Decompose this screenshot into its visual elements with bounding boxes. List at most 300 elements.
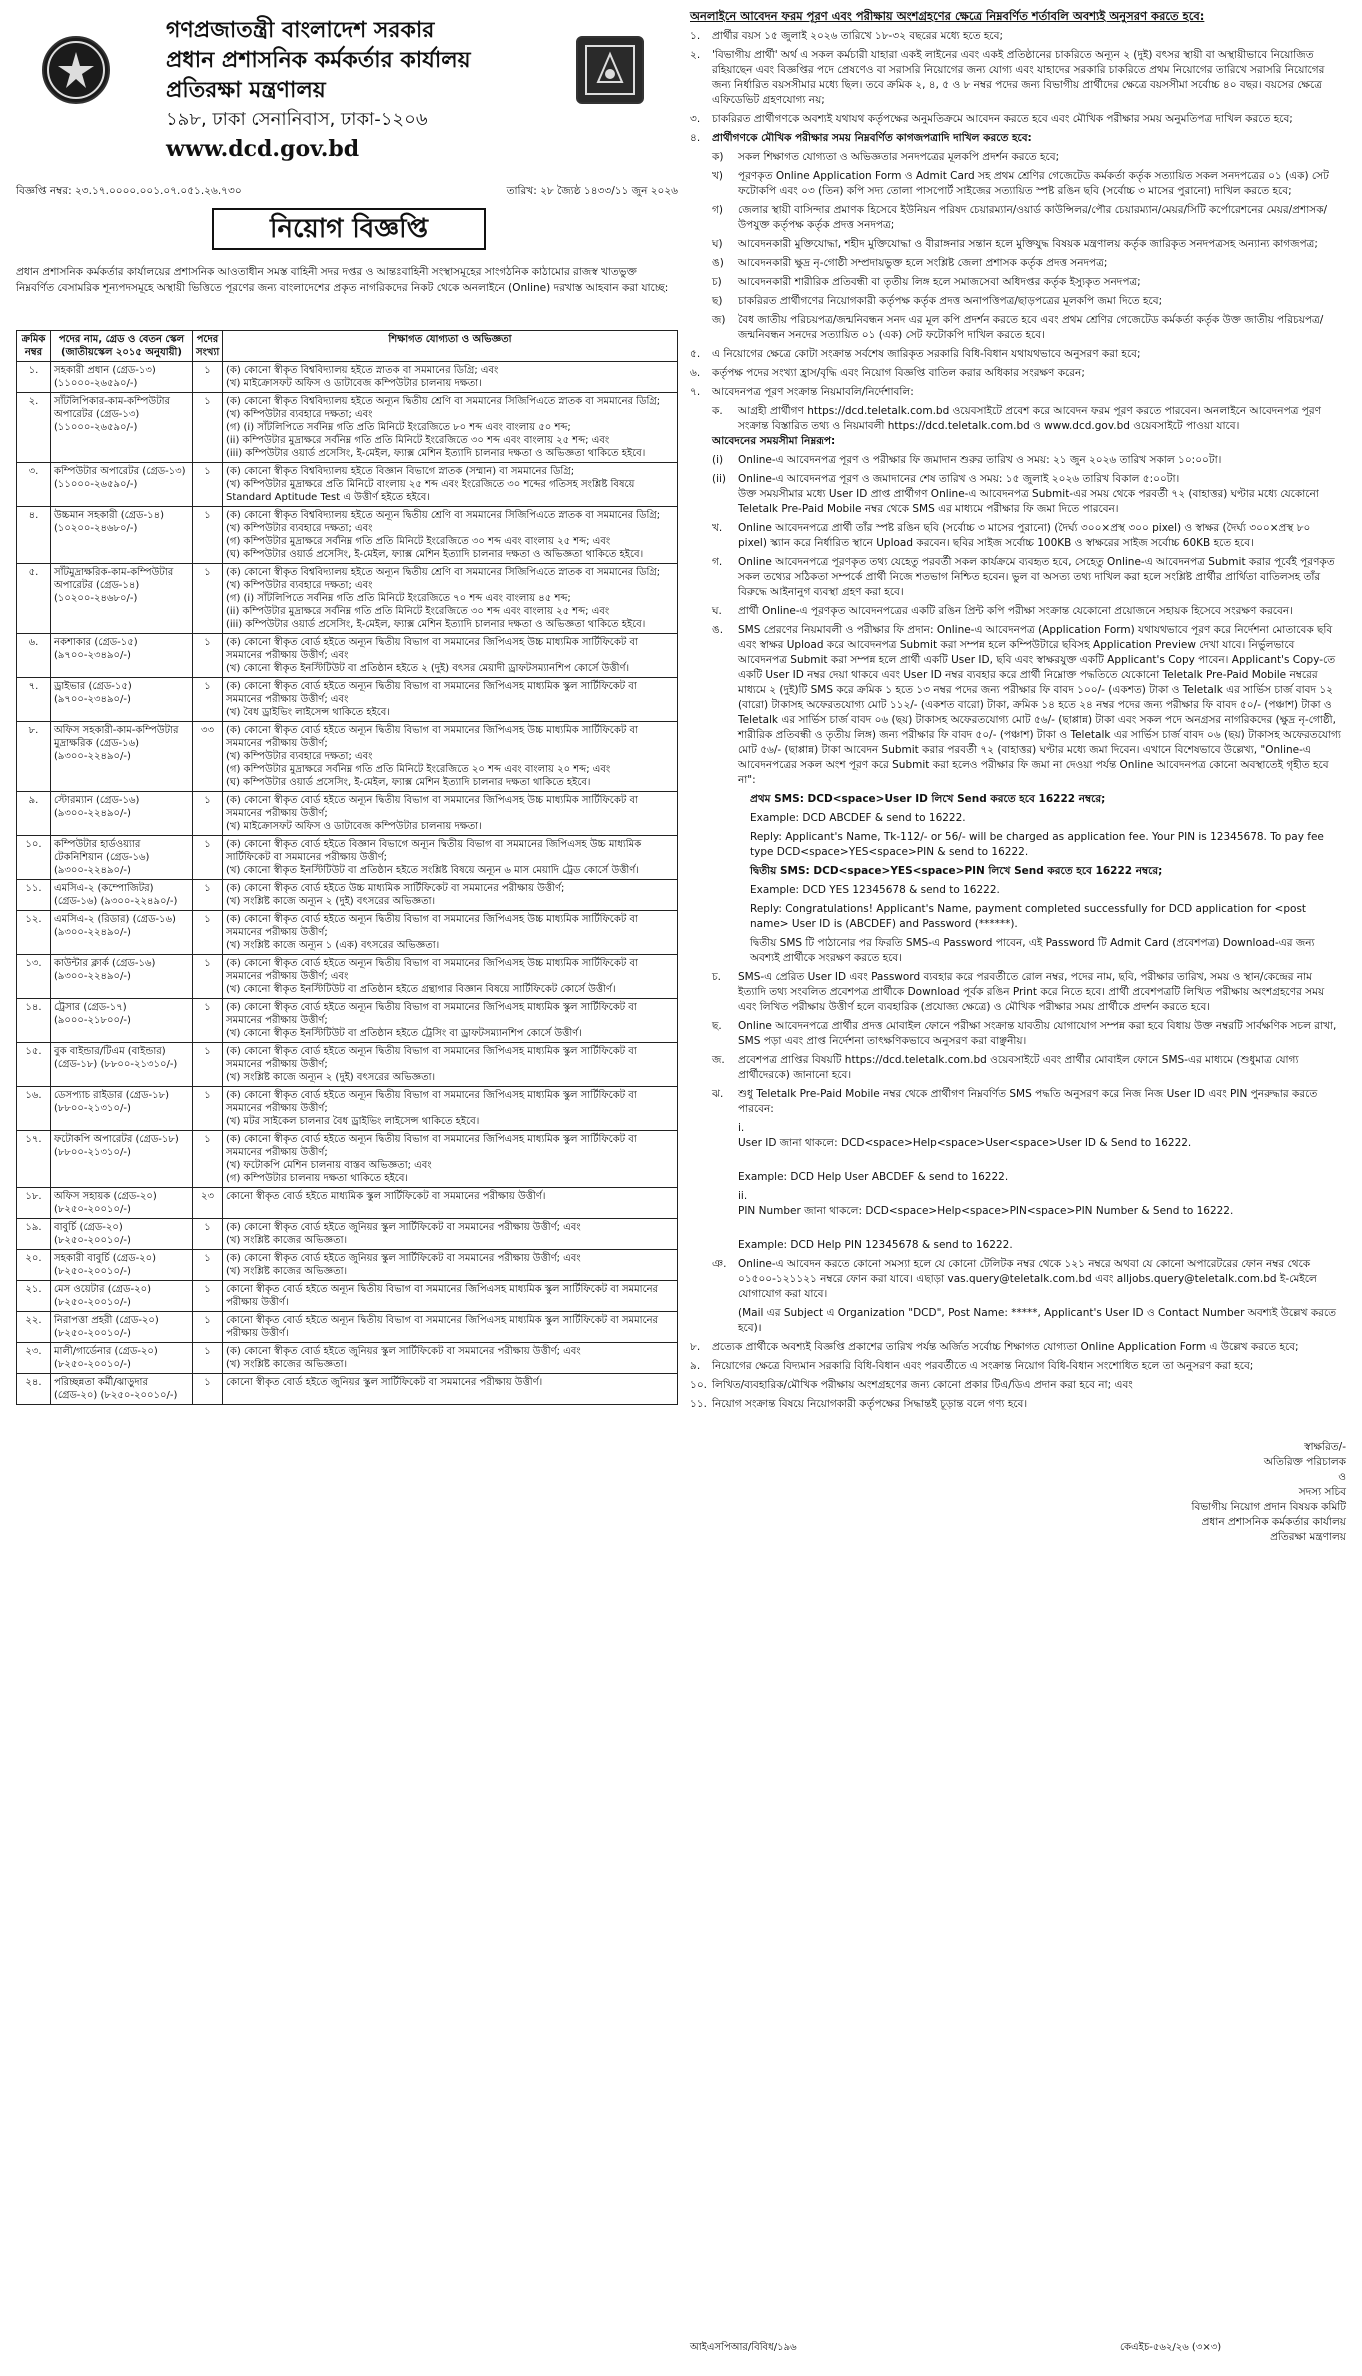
qualification-line: (খ) কম্পিউটার ব্যবহারে দক্ষতা; এবং	[226, 409, 373, 420]
qualification-line: (খ) মটর সাইকেল চালনার বৈধ ড্রাইভিং লাইসেন্স থাকিতে হইবে।	[226, 1116, 480, 1127]
document-item	[712, 275, 1346, 290]
qualification-line: কোনো স্বীকৃত বোর্ড হইতে অন্যূন দ্বিতীয় বিভাগ বা সমমানের জিপিএসহ মাধ্যমিক স্কুল সার্টিফিকেট বা সমমানের পরীক্ষায় উত্তীর্ণ।	[226, 1284, 659, 1308]
qualification-line: কোনো স্বীকৃত বোর্ড হইতে মাধ্যমিক স্কুল সার্টিফিকেট বা সমমানের পরীক্ষায় উত্তীর্ণ।	[226, 1191, 546, 1202]
step-item	[712, 1019, 1346, 1049]
row-qualification	[223, 678, 678, 722]
table-row	[17, 1250, 678, 1281]
condition-text: আবেদনপত্র পূরণ সংক্রান্ত নিয়মাবলি/নির্দেশাবলি:	[712, 386, 914, 398]
row-qualification	[223, 362, 678, 393]
table-row	[17, 1188, 678, 1219]
office-name: প্রধান প্রশাসনিক কর্মকর্তার কার্যালয়	[166, 48, 471, 73]
conditions-list	[690, 29, 1346, 146]
sms-line: Reply: Congratulations! Applicant's Name, payment completed successfully for DCD application for <post name> User ID is (ABCDEF) and Password (******).	[750, 903, 1307, 930]
qualification-line: (ক) কোনো স্বীকৃত বোর্ড হইতে অন্যূন দ্বিতীয় বিভাগ বা সমমানের জিপিএসহ উচ্চ মাধ্যমিক সার্টিফিকেট বা সমমানের পরীক্ষায় উত্তীর্ণ;	[226, 914, 638, 938]
condition-text: নিয়োগ সংক্রান্ত বিষয়ে নিয়োগকারী কর্তৃপক্ষের সিদ্ধান্তই চূড়ান্ত বলে গণ্য হবে।	[712, 1398, 1028, 1410]
table-header-row	[17, 331, 678, 362]
qualification-line: (খ) মাইক্রোসফট অফিস ও ডাটাবেজ কম্পিউটার চালনায় দক্ষতা।	[226, 821, 482, 832]
row-qualification	[223, 955, 678, 999]
table-row	[17, 564, 678, 634]
step-number: চ.	[712, 971, 722, 983]
schedule-number: (ii)	[712, 473, 727, 485]
row-count: ১	[193, 792, 223, 836]
table-row	[17, 792, 678, 836]
step-number: ঘ.	[712, 605, 722, 617]
row-serial: ২.	[17, 393, 51, 463]
schedule-item	[712, 453, 1346, 468]
qualification-line: (খ) সংশ্লিষ্ট কাজের অভিজ্ঞতা।	[226, 1359, 348, 1370]
table-row	[17, 362, 678, 393]
qualification-line: (গ) কম্পিউটার মুদ্রাক্ষরে সর্বনিম্ন গতি প্রতি মিনিটে ইংরেজিতে ৩০ শব্দ এবং বাংলায় ২৫ শব্দ; এবং	[226, 536, 611, 547]
step-text: আগ্রহী প্রার্থীগণ https://dcd.teletalk.com.bd ওয়েবসাইটে প্রবেশ করে আবেদন ফরম পূরণ করতে পারবেন। অনলাইনে আবেদনপত্র পূরণ সংক্রান্ত বিস্তারিত তথ্য ও নিয়মাবলী https://dcd.teletalk.com.bd ও www.dcd.gov.bd ওয়েবসাইটে পাওয়া যাবে।	[738, 405, 1322, 432]
condition-number: ৯.	[690, 1360, 701, 1372]
qualification-line: (গ) (i) সাঁটলিপিতে সর্বনিম্ন গতি প্রতি মিনিটে ইংরেজিতে ৭০ শব্দ এবং বাংলায় ৪৫ শব্দ;	[226, 593, 571, 604]
signatory-role-4: প্রধান প্রশাসনিক কর্মকর্তার কার্যালয়	[1201, 1516, 1346, 1528]
recovery-text: Example: DCD Help PIN 12345678 & send to 16222.	[738, 1239, 1013, 1251]
row-post: এমসিএ-২ (কম্পোজিটর) (গ্রেড-১৬) (৯৩০০-২২৪৯০/-)	[51, 880, 193, 911]
table-row	[17, 1219, 678, 1250]
signatory-role-5: প্রতিরক্ষা মন্ত্রণালয়	[1270, 1531, 1346, 1543]
row-count: ১	[193, 1043, 223, 1087]
step-number: ঝ.	[712, 1088, 724, 1100]
row-serial: ৯.	[17, 792, 51, 836]
sms-line: দ্বিতীয় SMS টি পাঠানোর পর ফিরতি SMS-এ Password পাবেন, এই Password টি Admit Card (প্রবেশপত্র) Download-এর জন্য অবশ্যই প্রার্থীকে সংরক্ষণ করতে হবে।	[750, 937, 1315, 964]
row-post: ট্রেসার (গ্রেড-১৭) (৯০০০-২১৮০০/-)	[51, 999, 193, 1043]
signatory-role-1: অতিরিক্ত পরিচালক	[1263, 1456, 1346, 1468]
schedule-list	[712, 453, 1346, 487]
condition-number: ৫.	[690, 348, 701, 360]
row-post: কম্পিউটার হার্ডওয়্যার টেকনিশিয়ান (গ্রেড-১৬) (৯৩০০-২২৪৯০/-)	[51, 836, 193, 880]
row-serial: ২২.	[17, 1312, 51, 1343]
header-post: পদের নাম, গ্রেড ও বেতন স্কেল (জাতীয়স্কেল ২০১৫ অনুযায়ী)	[51, 331, 193, 362]
table-row	[17, 1374, 678, 1405]
recovery-number: i.	[738, 1122, 745, 1134]
qualification-line: (খ) কোনো স্বীকৃত ইনস্টিটিউট বা প্রতিষ্ঠান হইতে সংশ্লিষ্ট বিষয়ে অন্যূন ৬ মাস মেয়াদি ট্রেড কোর্সে উত্তীর্ণ।	[226, 865, 639, 876]
row-count: ১	[193, 955, 223, 999]
header-count: পদের সংখ্যা	[193, 331, 223, 362]
table-row	[17, 722, 678, 792]
row-serial: ১১.	[17, 880, 51, 911]
recovery-text: User ID জানা থাকলে: DCD<space>Help<space>User<space>User ID & Send to 16222.	[738, 1137, 1192, 1149]
document-text: আবেদনকারী মুক্তিযোদ্ধা, শহীদ মুক্তিযোদ্ধা ও বীরাঙ্গনার সন্তান হলে মুক্তিযুদ্ধ বিষয়ক মন্ত্রণালয় কর্তৃক জারিকৃত সনদপত্রসহ অন্যান্য কাগজপত্র;	[738, 238, 1318, 250]
row-qualification	[223, 1188, 678, 1219]
step-text: SMS প্রেরণের নিয়মাবলী ও পরীক্ষার ফি প্রদান: Online-এ আবেদনপত্র (Application Form) যথাযথভাবে পূরণ করে নির্দেশনা মোতাবেক ছবি এবং স্বাক্ষর Upload করে আবেদনপত্র Submit করা সম্পন্ন হলে কম্পিউটারে ছবিসহ Application Preview দেখা যাবে। নির্ভুলভাবে আবেদনপত্র Submit করা সম্পন্ন হলে প্রার্থী একটি User ID, ছবি এবং স্বাক্ষরযুক্ত একটি Applicant's Copy পাবেন। Applicant's Copy-তে একটি User ID নম্বর দেয়া থাকবে এবং User ID নম্বর ব্যবহার করে প্রার্থী নিম্নোক্ত পদ্ধতিতে যেকোনো Teletalk Pre-Paid Mobile নম্বরের মাধ্যমে ২ (দুই)টি SMS করে ক্রমিক ১ হতে ১৩ নম্বর পদের জন্য পরীক্ষার ফি বাবদ ১০০/- (একশত) টাকা ও Teletalk এর সার্ভিস চার্জ বাবদ ১২ (বারো) টাকাসহ অফেরতযোগ্য মোট ১১২/- (একশত বারো) টাকা, ক্রমিক ১৪ হতে ২৪ নম্বর পদের জন্য পরীক্ষার ফি বাবদ ৫০/- (পঞ্চাশ) টাকা ও Teletalk এর সার্ভিস চার্জ বাবদ ০৬ (ছয়) টাকাসহ অফেরতযোগ্য মোট ৫৬/- (ছাপ্পান্ন) টাকা এবং সকল পদে অনগ্রসর নাগরিকদের (ক্ষুদ্র নৃ-গোষ্ঠী, শারীরিক প্রতিবন্ধী ও তৃতীয় লিঙ্গ) জন্য পরীক্ষার ফি বাবদ ৫০/- (পঞ্চাশ) টাকা ও Teletalk এর সার্ভিস চার্জ বাবদ ০৬ (ছয়) টাকাসহ অফেরতযোগ্য মোট ৫৬/- (ছাপ্পান্ন) টাকা আবেদন Submit করার পরবর্তী ৭২ (বাহাত্তর) ঘণ্টার মধ্যে জমা দিবেন। এখানে বিশেষভাবে উল্লেখ্য, "Online-এ আবেদনপত্রের সকল অংশ পূরণ করে Submit করা হলেও পরীক্ষার ফি জমা না দেওয়া পর্যন্ত Online আবেদনপত্র কোনো অবস্থাতেই গৃহীত হবে না":	[738, 624, 1341, 786]
conditions-list-2	[690, 347, 1346, 400]
row-post: বাবুর্চি (গ্রেড-২০) (৮২৫০-২০০১০/-)	[51, 1219, 193, 1250]
conditions-heading: অনলাইনে আবেদন ফরম পূরণ এবং পরীক্ষায় অংশগ্রহণের ক্ষেত্রে নিম্নবর্ণিত শর্তাবলি অবশ্যই অনুসরণ করতে হবে:	[690, 9, 1205, 23]
row-count: ১	[193, 634, 223, 678]
document-item	[712, 169, 1346, 199]
documents-list	[712, 150, 1346, 343]
document-text: বৈধ জাতীয় পরিচয়পত্র/জন্মনিবন্ধন সনদ এর মূল কপি প্রদর্শন করতে হবে এবং প্রথম শ্রেণির গেজেটেড কর্মকর্তা কর্তৃক উক্ত জাতীয় পরিচয়পত্র/জন্মনিবন্ধন সনদের সত্যায়িত ০১ (এক) সেট ফটোকপি দাখিল করতে হবে।	[738, 314, 1324, 341]
row-serial: ১৭.	[17, 1131, 51, 1188]
row-post: মালী/গার্ডেনার (গ্রেড-২০) (৮২৫০-২০০১০/-)	[51, 1343, 193, 1374]
qualification-line: (ক) কোনো স্বীকৃত বোর্ড হইতে অন্যূন দ্বিতীয় বিভাগ বা সমমানের জিপিএসহ মাধ্যমিক স্কুল সার্টিফিকেট বা সমমানের পরীক্ষায় উত্তীর্ণ;	[226, 1134, 637, 1158]
row-serial: ৩.	[17, 463, 51, 507]
row-serial: ১০.	[17, 836, 51, 880]
row-post: মেস ওয়েটার (গ্রেড-২০) (৮২৫০-২০০১০/-)	[51, 1281, 193, 1312]
step-item	[712, 1257, 1346, 1302]
table-row	[17, 1131, 678, 1188]
qualification-line: (ক) কোনো স্বীকৃত বোর্ড হইতে জুনিয়র স্কুল সার্টিফিকেট বা সমমানের পরীক্ষায় উত্তীর্ণ; এবং	[226, 1253, 581, 1264]
step-text: SMS-এ প্রেরিত User ID এবং Password ব্যবহার করে পরবর্তীতে রোল নম্বর, পদের নাম, ছবি, পরীক্ষার তারিখ, সময় ও স্থান/কেন্দ্রের নাম ইত্যাদি তথ্য সংবলিত প্রবেশপত্র প্রার্থীকে Download পূর্বক রঙিন Print করে নিতে হবে। প্রার্থী প্রবেশপত্রটি লিখিত পরীক্ষায় অংশগ্রহণের সময় এবং লিখিত পরীক্ষায় উত্তীর্ণ হলে ব্যবহারিক (প্রযোজ্য ক্ষেত্রে) ও মৌখিক পরীক্ষার সময় প্রার্থীকে প্রদর্শন করতে হবে।	[738, 971, 1325, 1013]
ispr-reference: আইএসপিআর/বিবিধ/১৯৬	[690, 2342, 797, 2353]
qualification-line: (ঘ) কম্পিউটার ওয়ার্ড প্রসেসিং, ই-মেইল, ফ্যাক্স মেশিন ইত্যাদি চালনার দক্ষতা থাকিতে হইবে।	[226, 777, 591, 788]
row-serial: ২৪.	[17, 1374, 51, 1405]
row-post: ড্রাইভার (গ্রেড-১৫) (৯৭০০-২৩৪৯০/-)	[51, 678, 193, 722]
vacancy-rows	[17, 362, 678, 1405]
row-qualification	[223, 564, 678, 634]
document-item	[712, 313, 1346, 343]
qualification-line: (খ) কোনো স্বীকৃত ইনস্টিটিউট বা প্রতিষ্ঠান হইতে ২ (দুই) বৎসর মেয়াদী ড্রাফটসম্যানশিপ কোর্সে উত্তীর্ণ।	[226, 663, 630, 674]
sms-instructions	[750, 792, 1346, 966]
step-text: শুধু Teletalk Pre-Paid Mobile নম্বর থেকে প্রার্থীগণ নিম্নবর্ণিত SMS পদ্ধতি অনুসরণ করে নিজ নিজ User ID এবং PIN পুনরুদ্ধার করতে পারবেন:	[738, 1088, 1318, 1115]
row-post: পরিচ্ছন্নতা কর্মী/ঝাড়ুদার (গ্রেড-২০) (৮২৫০-২০০১০/-)	[51, 1374, 193, 1405]
signatory-role-3: বিভাগীয় নিয়োগ প্রদান বিষয়ক কমিটি	[1191, 1501, 1346, 1513]
row-serial: ২৩.	[17, 1343, 51, 1374]
row-qualification	[223, 463, 678, 507]
recovery-item	[738, 1223, 1346, 1253]
document-text: পূরণকৃত Online Application Form ও Admit Card সহ প্রথম শ্রেণির গেজেটেড কর্মকর্তা কর্তৃক সত্যায়িত সকল সনদপত্রের ০১ (এক) সেট ফটোকপি এবং ০৩ (তিন) কপি সদ্য তোলা পাসপোর্ট সাইজের সত্যায়িত স্পষ্ট রঙিন ছবি (সর্বোচ্চ ৩ মাসের পুরানো) দাখিল করতে হবে;	[738, 170, 1329, 197]
condition-number: ৬.	[690, 367, 701, 379]
row-serial: ১৯.	[17, 1219, 51, 1250]
document-item	[712, 203, 1346, 233]
row-count: ১	[193, 1219, 223, 1250]
qualification-line: (iii) কম্পিউটার ওয়ার্ড প্রসেসিং, ই-মেইল, ফ্যাক্স মেশিন ইত্যাদি চালনার দক্ষতা ও অভিজ্ঞতা থাকিতে হইবে।	[226, 619, 646, 630]
schedule-item	[712, 472, 1346, 487]
row-post: নকশাকার (গ্রেড-১৫) (৯৭০০-২৩৪৯০/-)	[51, 634, 193, 678]
qualification-line: (ক) কোনো স্বীকৃত বিশ্ববিদ্যালয় হইতে অন্যূন দ্বিতীয় শ্রেণি বা সমমানের সিজিপিএতে স্নাতক বা সমমানের ডিগ্রি;	[226, 396, 661, 407]
table-row	[17, 911, 678, 955]
recovery-item	[738, 1155, 1346, 1185]
qualification-line: (ক) কোনো স্বীকৃত বোর্ড হইতে অন্যূন দ্বিতীয় বিভাগ বা সমমানের জিপিএসহ উচ্চ মাধ্যমিক সার্টিফিকেট বা সমমানের পরীক্ষায় উত্তীর্ণ; এবং	[226, 958, 638, 982]
condition-item	[690, 48, 1346, 108]
document-number: গ)	[712, 204, 723, 216]
row-count: ১	[193, 1312, 223, 1343]
qualification-line: (ক) কোনো স্বীকৃত বোর্ড হইতে অন্যূন দ্বিতীয় বিভাগ বা সমমানের জিপিএসহ উচ্চ মাধ্যমিক সার্টিফিকেট বা সমমানের পরীক্ষায় উত্তীর্ণ;	[226, 795, 638, 819]
step-item	[712, 404, 1346, 434]
condition-text: এ নিয়োগের ক্ষেত্রে কোটা সংক্রান্ত সর্বশেষ জারিকৃত সরকারি বিধি-বিধান যথাযথভাবে অনুসরণ করা হবে;	[712, 348, 1141, 360]
row-qualification	[223, 1131, 678, 1188]
row-qualification	[223, 1250, 678, 1281]
row-serial: ৮.	[17, 722, 51, 792]
row-serial: ৪.	[17, 507, 51, 564]
condition-item	[690, 1397, 1346, 1412]
row-count: ১	[193, 1131, 223, 1188]
application-steps	[712, 404, 1346, 434]
qualification-line: (ঘ) কম্পিউটার ওয়ার্ড প্রসেসিং, ই-মেইল, ফ্যাক্স মেশিন ইত্যাদি চালনার দক্ষতা ও অভিজ্ঞতা থাকিতে হইবে।	[226, 549, 644, 560]
govt-name: গণপ্রজাতন্ত্রী বাংলাদেশ সরকার	[166, 18, 435, 43]
qualification-line: (খ) সংশ্লিষ্ট কাজের অভিজ্ঞতা।	[226, 1266, 348, 1277]
print-code: কেএইচ-৫৬২/২৬ (৩×৩)	[1120, 2342, 1222, 2353]
condition-number: ৭.	[690, 386, 701, 398]
qualification-line: (ক) কোনো স্বীকৃত বোর্ড হইতে অন্যূন দ্বিতীয় বিভাগ বা সমমানের জিপিএসহ মাধ্যমিক স্কুল সার্টিফিকেট বা সমমানের পরীক্ষায় উত্তীর্ণ;	[226, 1046, 637, 1070]
row-serial: ২০.	[17, 1250, 51, 1281]
document-text: আবেদনকারী শারীরিক প্রতিবন্ধী বা তৃতীয় লিঙ্গ হলে সমাজসেবা অধিদপ্তর কর্তৃক ইস্যুকৃত সনদপত্র;	[738, 276, 1141, 288]
recovery-item	[738, 1189, 1346, 1219]
row-serial: ১৪.	[17, 999, 51, 1043]
row-serial: ১২.	[17, 911, 51, 955]
row-count: ১	[193, 678, 223, 722]
qualification-line: (iii) কম্পিউটার ওয়ার্ড প্রসেসিং, ই-মেইল, ফ্যাক্স মেশিন ইত্যাদি চালনার দক্ষতা ও অভিজ্ঞতা থাকিতে হইবে।	[226, 448, 646, 459]
condition-number: ১০.	[690, 1379, 707, 1391]
table-row	[17, 999, 678, 1043]
condition-number: ৪.	[690, 132, 701, 144]
schedule-text: Online-এ আবেদনপত্র পূরণ ও পরীক্ষার ফি জমাদান শুরুর তারিখ ও সময়: ২১ জুন ২০২৬ তারিখ সকাল ১০:০০টা।	[738, 454, 1222, 466]
row-count: ১	[193, 362, 223, 393]
signature-block	[690, 1440, 1346, 1545]
recovery-text: Example: DCD Help User ABCDEF & send to 16222.	[738, 1171, 1009, 1183]
table-row	[17, 955, 678, 999]
qualification-line: (ক) কোনো স্বীকৃত বোর্ড হইতে বিজ্ঞান বিভাগে অন্যূন দ্বিতীয় বিভাগ বা সমমানের জিপিএসহ উচ্চ মাধ্যমিক সার্টিফিকেট বা সমমানের পরীক্ষায় উত্তীর্ণ;	[226, 839, 642, 863]
document-item	[712, 294, 1346, 309]
condition-number: ৩.	[690, 113, 701, 125]
condition-item	[690, 29, 1346, 44]
row-count: ১	[193, 911, 223, 955]
memo-number: বিজ্ঞপ্তি নম্বর: ২৩.১৭.০০০০.০০১.০৭.০৫১.২৬.৭৩০	[16, 185, 242, 197]
table-row	[17, 1312, 678, 1343]
row-post: সহকারী প্রধান (গ্রেড-১৩) (১১০০০-২৬৫৯০/-)	[51, 362, 193, 393]
qualification-line: (খ) কম্পিউটার মুদ্রাক্ষরে প্রতি মিনিটে বাংলায় ২৫ শব্দ এবং ইংরেজিতে ৩০ শব্দের গতিসহ সংশ্লিষ্ট বিষয়ে Standard Aptitude Test এ উত্তীর্ণ হইতে হইবে।	[226, 479, 635, 503]
qualification-line: (ক) কোনো স্বীকৃত বোর্ড হইতে অন্যূন দ্বিতীয় বিভাগ বা সমমানের জিপিএসহ উচ্চ মাধ্যমিক সার্টিফিকেট বা সমমানের পরীক্ষায় উত্তীর্ণ;	[226, 725, 638, 749]
row-post: নিরাপত্তা প্রহরী (গ্রেড-২০) (৮২৫০-২০০১০/-)	[51, 1312, 193, 1343]
qualification-line: (খ) কম্পিউটার ব্যবহারে দক্ষতা; এবং	[226, 523, 373, 534]
defence-crest-icon	[576, 36, 644, 104]
conditions-list-3	[690, 1340, 1346, 1412]
document-text: সকল শিক্ষাগত যোগ্যতা ও অভিজ্ঞতার সনদপত্রের মূলকপি প্রদর্শন করতে হবে;	[738, 151, 1060, 163]
step-number: ঙ.	[712, 624, 724, 636]
row-post: সাঁটমুদ্রাক্ষরিক-কাম-কম্পিউটার অপারেটর (গ্রেড-১৪) (১০২০০-২৪৬৮০/-)	[51, 564, 193, 634]
row-qualification	[223, 1374, 678, 1405]
row-count: ২৩	[193, 1188, 223, 1219]
memo-date: তারিখ: ২৮ জ্যৈষ্ঠ ১৪৩৩/১১ জুন ২০২৬	[506, 185, 678, 197]
row-qualification	[223, 1043, 678, 1087]
qualification-line: (খ) বৈধ ড্রাইভিং লাইসেন্স থাকিতে হইবে।	[226, 707, 390, 718]
qualification-line: (খ) মাইক্রোসফট অফিস ও ডাটাবেজ কম্পিউটার চালনায় দক্ষতা।	[226, 378, 482, 389]
row-qualification	[223, 1312, 678, 1343]
document-number: ঙ)	[712, 257, 724, 269]
header-qualification: শিক্ষাগত যোগ্যতা ও অভিজ্ঞতা	[223, 331, 678, 362]
condition-number: ৮.	[690, 1341, 701, 1353]
qualification-line: (ক) কোনো স্বীকৃত বোর্ড হইতে জুনিয়র স্কুল সার্টিফিকেট বা সমমানের পরীক্ষায় উত্তীর্ণ; এবং	[226, 1222, 581, 1233]
row-qualification	[223, 393, 678, 463]
condition-number: ১১.	[690, 1398, 707, 1410]
qualification-line: (ক) কোনো স্বীকৃত বোর্ড হইতে অন্যূন দ্বিতীয় বিভাগ বা সমমানের জিপিএসহ মাধ্যমিক স্কুল সার্টিফিকেট বা সমমানের পরীক্ষায় উত্তীর্ণ; এবং	[226, 681, 637, 705]
application-steps-4	[712, 1257, 1346, 1336]
qualification-line: (ক) কোনো স্বীকৃত বোর্ড হইতে জুনিয়র স্কুল সার্টিফিকেট বা সমমানের পরীক্ষায় উত্তীর্ণ; এবং	[226, 1346, 581, 1357]
row-post: অফিস সহায়ক (গ্রেড-২০) (৮২৫০-২০০১০/-)	[51, 1188, 193, 1219]
document-item	[712, 237, 1346, 252]
office-address: ১৯৮, ঢাকা সেনানিবাস, ঢাকা-১২০৬	[166, 109, 428, 130]
row-post: কম্পিউটার অপারেটর (গ্রেড-১৩) (১১০০০-২৬৫৯০/-)	[51, 463, 193, 507]
step-item	[712, 521, 1346, 551]
row-post: সাঁটলিপিকার-কাম-কম্পিউটার অপারেটর (গ্রেড-১৩) (১১০০০-২৬৫৯০/-)	[51, 393, 193, 463]
step-text: Online আবেদনপত্রে পূরণকৃত তথ্য যেহেতু পরবর্তী সকল কার্যক্রমে ব্যবহৃত হবে, সেহেতু Online-এ আবেদনপত্র Submit করার পূর্বেই পূরণকৃত সকল তথ্যের সঠিকতা সম্পর্কে প্রার্থী নিজে শতভাগ নিশ্চিত হবেন। ভুল বা অসত্য তথ্য দাখিল করা হলে সংশ্লিষ্ট প্রার্থীর প্রার্থিতা বাতিলসহ তাঁর বিরুদ্ধে আইনানুগ ব্যবস্থা গ্রহণ করা হবে।	[738, 556, 1335, 598]
step-text: Online আবেদনপত্রে প্রার্থী তাঁর স্পষ্ট রঙিন ছবি (সর্বোচ্চ ৩ মাসের পুরানো) (দৈর্ঘ্য ৩০০×প্রস্থ ৩০০ pixel) ও স্বাক্ষর (দৈর্ঘ্য ৩০০×প্রস্থ ৮০ pixel) স্ক্যান করে নির্ধারিত স্থানে Upload করবেন। ছবির সাইজ সর্বোচ্চ 100KB ও স্বাক্ষরের সাইজ সর্বোচ্চ 60KB হতে হবে।	[738, 522, 1311, 549]
memo-row	[16, 184, 678, 201]
condition-text: প্রত্যেক প্রার্থীকে অবশ্যই বিজ্ঞপ্তি প্রকাশের তারিখ পর্যন্ত অর্জিত সর্বোচ্চ শিক্ষাগত যোগ্যতা Online Application Form এ উল্লেখ করতে হবে;	[712, 1341, 1299, 1353]
document-number: জ)	[712, 314, 726, 326]
step-number: গ.	[712, 556, 723, 568]
document-text: জেলার স্থায়ী বাসিন্দার প্রমাণক হিসেবে ইউনিয়ন পরিষদ চেয়ারম্যান/ওয়ার্ড কাউন্সিলর/পৌর চেয়ারম্যান/মেয়র/সিটি কর্পোরেশনের মেয়র/প্রশাসক/উপযুক্ত কর্তৃপক্ষ কর্তৃক প্রদত্ত সনদপত্র;	[738, 204, 1328, 231]
intro-paragraph: প্রধান প্রশাসনিক কর্মকর্তার কার্যালয়ের প্রশাসনিক আওতাধীন সমস্ত বাহিনী সদর দপ্তর ও আন্তঃবাহিনী সংস্থাসমূহের সাংগঠনিক কাঠামোর রাজস্ব খাতভুক্ত নিম্নবর্ণিত বেসামরিক শূন্যপদসমূহে অস্থায়ী ভিত্তিতে পূরণের জন্য বাংলাদেশের প্রকৃত নাগরিকদের নিকট থেকে অনলাইনে (Online) দরখাস্ত আহবান করা যাচ্ছে:	[16, 266, 669, 294]
document-item	[712, 150, 1346, 165]
recovery-item	[738, 1121, 1346, 1151]
condition-item	[690, 1359, 1346, 1374]
sms-line: দ্বিতীয় SMS: DCD<space>YES<space>PIN লিখে Send করতে হবে 16222 নম্বরে;	[750, 865, 1163, 877]
row-serial: ১৩.	[17, 955, 51, 999]
qualification-line: (ক) কোনো স্বীকৃত বোর্ড হইতে অন্যূন দ্বিতীয় বিভাগ বা সমমানের জিপিএসহ উচ্চ মাধ্যমিক সার্টিফিকেট বা সমমানের পরীক্ষায় উত্তীর্ণ; এবং	[226, 637, 638, 661]
sms-line: Reply: Applicant's Name, Tk-112/- or 56/- will be charged as application fee. Your PIN is 12345678. To pay fee type DCD<space>YES<space>PIN & send to 16222.	[750, 831, 1324, 858]
row-qualification	[223, 1219, 678, 1250]
application-steps-3	[712, 970, 1346, 1117]
step-number: জ.	[712, 1054, 725, 1066]
table-row	[17, 1343, 678, 1374]
row-count: ১	[193, 880, 223, 911]
row-count: ১	[193, 1343, 223, 1374]
document-number: খ)	[712, 170, 723, 182]
condition-item	[690, 366, 1346, 381]
row-qualification	[223, 911, 678, 955]
qualification-line: (ক) কোনো স্বীকৃত বিশ্ববিদ্যালয় হইতে অন্যূন দ্বিতীয় শ্রেণি বা সমমানের সিজিপিএতে স্নাতক বা সমমানের ডিগ্রি;	[226, 510, 661, 521]
qualification-line: (খ) কোনো স্বীকৃত ইনস্টিটিউট বা প্রতিষ্ঠান হইতে গ্রন্থাগার বিজ্ঞান বিষয়ে সার্টিফিকেট কোর্সে উত্তীর্ণ।	[226, 984, 616, 995]
qualification-line: (খ) কোনো স্বীকৃত ইনস্টিটিউট বা প্রতিষ্ঠান হইতে ট্রেসিং বা ড্রাফটসম্যানশিপ কোর্সে উত্তীর্ণ।	[226, 1028, 582, 1039]
row-count: ১	[193, 1087, 223, 1131]
row-count: ১	[193, 1250, 223, 1281]
document-number: ঘ)	[712, 238, 723, 250]
table-row	[17, 1281, 678, 1312]
row-count: ১	[193, 1281, 223, 1312]
right-column	[690, 8, 1346, 1545]
row-count: ১	[193, 393, 223, 463]
row-serial: ৭.	[17, 678, 51, 722]
row-count: ৩৩	[193, 722, 223, 792]
row-qualification	[223, 1343, 678, 1374]
row-serial: ৬.	[17, 634, 51, 678]
row-qualification	[223, 1281, 678, 1312]
row-serial: ৫.	[17, 564, 51, 634]
schedule-heading: আবেদনের সময়সীমা নিম্নরূপ:	[712, 435, 836, 447]
row-post: স্টোরম্যান (গ্রেড-১৬) (৯৩০০-২২৪৯০/-)	[51, 792, 193, 836]
row-post: এমসিএ-২ (রিডার) (গ্রেড-১৬) (৯৩০০-২২৪৯০/-)	[51, 911, 193, 955]
qualification-line: (গ) কম্পিউটার মুদ্রাক্ষরে সর্বনিম্ন গতি প্রতি মিনিটে ইংরেজিতে ২০ শব্দ এবং বাংলায় ২০ শব্দ; এবং	[226, 764, 611, 775]
step-text: Online-এ আবেদন করতে কোনো সমস্যা হলে যে কোনো টেলিটক নম্বর থেকে ১২১ নম্বরে অথবা যে কোনো অপারেটরের ফোন নম্বর থেকে ০১৫০০-১২১১২১ নম্বরে ফোন করা যাবে। এছাড়া vas.query@teletalk.com.bd এবং alljobs.query@teletalk.com.bd ই-মেইলে যোগাযোগ করা যাবে।	[738, 1258, 1317, 1300]
step-number: ঞ.	[712, 1258, 727, 1270]
qualification-line: (ক) কোনো স্বীকৃত বোর্ড হইতে অন্যূন দ্বিতীয় বিভাগ বা সমমানের জিপিএসহ মাধ্যমিক স্কুল সার্টিফিকেট বা সমমানের পরীক্ষায় উত্তীর্ণ;	[226, 1002, 637, 1026]
application-steps-2	[712, 521, 1346, 788]
recovery-number: ii.	[738, 1190, 748, 1202]
condition-item	[690, 131, 1346, 146]
qualification-line: কোনো স্বীকৃত বোর্ড হইতে জুনিয়র স্কুল সার্টিফিকেট বা সমমানের পরীক্ষায় উত্তীর্ণ।	[226, 1377, 543, 1388]
row-count: ১	[193, 999, 223, 1043]
row-serial: ১৫.	[17, 1043, 51, 1087]
step-number: ক.	[712, 405, 723, 417]
document-number: ক)	[712, 151, 724, 163]
condition-item	[690, 112, 1346, 127]
step-text: Online আবেদনপত্রে প্রার্থীর প্রদত্ত মোবাইল ফোনে পরীক্ষা সংক্রান্ত যাবতীয় যোগাযোগ সম্পন্ন করা হবে বিধায় উক্ত নম্বরটি সার্বক্ষণিক সচল রাখা, SMS পড়া এবং প্রাপ্ত নির্দেশনা তাৎক্ষণিকভাবে অনুসরণ করা বাঞ্ছনীয়।	[738, 1020, 1337, 1047]
row-qualification	[223, 722, 678, 792]
condition-item	[690, 1340, 1346, 1355]
document-text: আবেদনকারী ক্ষুদ্র নৃ-গোষ্ঠী সম্প্রদায়ভুক্ত হলে সংশ্লিষ্ট জেলা প্রশাসক কর্তৃক প্রদত্ত সনদপত্র;	[738, 257, 1108, 269]
row-serial: ১৬.	[17, 1087, 51, 1131]
office-website: www.dcd.gov.bd	[166, 136, 360, 162]
step-item	[712, 604, 1346, 619]
row-serial: ১.	[17, 362, 51, 393]
qualification-line: (খ) সংশ্লিষ্ট কাজের অভিজ্ঞতা।	[226, 1235, 348, 1246]
table-row	[17, 634, 678, 678]
row-post: ফটোকপি অপারেটর (গ্রেড-১৮) (৮৮০০-২১৩১০/-)	[51, 1131, 193, 1188]
signatory-role-2: সদস্য সচিব	[1298, 1486, 1346, 1498]
sms-line: Example: DCD ABCDEF & send to 16222.	[750, 812, 966, 824]
qualification-line: (গ) (i) সাঁটলিপিতে সর্বনিম্ন গতি প্রতি মিনিটে ইংরেজিতে ৮০ শব্দ এবং বাংলায় ৫০ শব্দ;	[226, 422, 571, 433]
row-qualification	[223, 880, 678, 911]
qualification-line: (ক) কোনো স্বীকৃত বোর্ড হইতে অন্যূন দ্বিতীয় বিভাগ বা সমমানের জিপিএসহ মাধ্যমিক স্কুল সার্টিফিকেট বা সমমানের পরীক্ষায় উত্তীর্ণ;	[226, 1090, 637, 1114]
qualification-line: (খ) সংশ্লিষ্ট কাজে অন্যূন ১ (এক) বৎসরের অভিজ্ঞতা।	[226, 940, 440, 951]
row-count: ১	[193, 507, 223, 564]
step-item	[712, 970, 1346, 1015]
schedule-note: উক্ত সময়সীমার মধ্যে User ID প্রাপ্ত প্রার্থীগণ Online-এ আবেদনপত্র Submit-এর সময় থেকে পরবর্তী ৭২ (বাহাত্তর) ঘণ্টার মধ্যে যেকোনো Teletalk Pre-Paid Mobile নম্বর থেকে SMS এর মাধ্যমে পরীক্ষার ফি জমা দিতে পারবেন।	[738, 488, 1319, 515]
condition-text: প্রার্থীগণকে মৌখিক পরীক্ষার সময় নিম্নবর্ণিত কাগজপত্রাদি দাখিল করতে হবে:	[712, 132, 1032, 144]
condition-number: ১.	[690, 30, 701, 42]
condition-number: ২.	[690, 49, 701, 61]
qualification-line: (খ) সংশ্লিষ্ট কাজে অন্যূন ২ (দুই) বৎসরের অভিজ্ঞতা।	[226, 896, 436, 907]
row-post: কাউন্টার ক্লার্ক (গ্রেড-১৬) (৯৩০০-২২৪৯০/-)	[51, 955, 193, 999]
condition-text: 'বিভাগীয় প্রার্থী' অর্থ এ সকল কর্মচারী যাহারা একই লাইনের এবং একই প্রতিষ্ঠানের চাকরিতে অন্যূন ২ (দুই) বৎসর স্থায়ী বা অস্থায়ীভাবে নিয়োজিত রহিয়াছেন এবং বিজ্ঞপ্তির পদে প্রেষণেও বা সরাসরি নিয়োগের জন্য যোগ্য এবং যাহাদের সরকারি চাকরিতে প্রথম নিয়োগের তারিখে সরাসরি নিয়োগের জন্য নির্ধারিত বয়সসীমার মধ্যে ছিল। তবে ক্রমিক ২, ৪, ৫ ও ৮ নম্বর পদের জন্য বিভাগীয় প্রার্থীদের ক্ষেত্রে বয়সসীমা সর্বোচ্চ ৪০ বছর। বয়সের ক্ষেত্রে এফিডেভিট গ্রহণযোগ্য নয়;	[712, 49, 1325, 106]
signature-text: স্বাক্ষরিত/-	[1304, 1441, 1346, 1453]
table-row	[17, 393, 678, 463]
condition-text: চাকরিরত প্রার্থীগণকে অবশ্যই যথাযথ কর্তৃপক্ষের অনুমতিক্রমে আবেদন করতে হবে এবং মৌখিক পরীক্ষার সময় অনুমতিপত্র দাখিল করতে হবে;	[712, 113, 1293, 125]
row-qualification	[223, 836, 678, 880]
qualification-line: (ক) কোনো স্বীকৃত বোর্ড হইতে উচ্চ মাধ্যমিক সার্টিফিকেট বা সমমানের পরীক্ষায় উত্তীর্ণ;	[226, 883, 565, 894]
condition-item	[690, 1378, 1346, 1393]
row-count: ১	[193, 836, 223, 880]
row-count: ১	[193, 564, 223, 634]
header-serial: ক্রমিক নম্বর	[17, 331, 51, 362]
table-row	[17, 507, 678, 564]
row-post: সহকারী বাবুর্চি (গ্রেড-২০) (৮২৫০-২০০১০/-)	[51, 1250, 193, 1281]
condition-item	[690, 385, 1346, 400]
condition-text: নিয়োগের ক্ষেত্রে বিদ্যমান সরকারি বিধি-বিধান এবং পরবর্তীতে এ সংক্রান্ত নিয়োগ বিধি-বিধান সংশোধিত হলে তা অনুসরণ করা হবে;	[712, 1360, 1254, 1372]
qualification-line: (ii) কম্পিউটার মুদ্রাক্ষরে সর্বনিম্ন গতি প্রতি মিনিটে ইংরেজিতে ৩০ শব্দ এবং বাংলায় ২৫ শব্দ; এবং	[226, 435, 610, 446]
document-number: ছ)	[712, 295, 723, 307]
step-item	[712, 1306, 1346, 1336]
recovery-text: PIN Number জানা থাকলে: DCD<space>Help<space>PIN<space>PIN Number & Send to 16222.	[738, 1205, 1234, 1217]
qualification-line: (খ) কম্পিউটার ব্যবহারে দক্ষতা; এবং	[226, 751, 373, 762]
step-item	[712, 555, 1346, 600]
qualification-line: (গ) কম্পিউটার চালনায় দক্ষতা থাকিতে হইবে।	[226, 1173, 408, 1184]
step-text: প্রার্থী Online-এ পূরণকৃত আবেদনপত্রের একটি রঙিন প্রিন্ট কপি পরীক্ষা সংক্রান্ত যেকোনো প্রয়োজনে সহায়ক হিসেবে সংরক্ষণ করবেন।	[738, 605, 1293, 617]
row-post: বুক বাইন্ডার/টিএম (বাইন্ডার) (গ্রেড-১৮) (৮৮০০-২১৩১০/-)	[51, 1043, 193, 1087]
sms-line: প্রথম SMS: DCD<space>User ID লিখে Send করতে হবে 16222 নম্বরে;	[750, 793, 1106, 805]
row-serial: ২১.	[17, 1281, 51, 1312]
table-row	[17, 463, 678, 507]
row-qualification	[223, 1087, 678, 1131]
letterhead	[16, 8, 678, 208]
step-number: ছ.	[712, 1020, 722, 1032]
letterhead-text	[166, 16, 546, 164]
step-text: (Mail এর Subject এ Organization "DCD", Post Name: *****, Applicant's User ID ও Contact Number অবশ্যই উল্লেখ করতে হবে)।	[738, 1307, 1337, 1334]
row-count: ১	[193, 1374, 223, 1405]
condition-item	[690, 347, 1346, 362]
table-row	[17, 836, 678, 880]
table-row	[17, 1087, 678, 1131]
government-emblem-icon	[42, 36, 110, 104]
qualification-line: (ক) কোনো স্বীকৃত বিশ্ববিদ্যালয় হইতে বিজ্ঞান বিভাগে স্নাতক (সম্মান) বা সমমানের ডিগ্রি;	[226, 466, 575, 477]
schedule-number: (i)	[712, 454, 724, 466]
row-qualification	[223, 507, 678, 564]
notice-title: নিয়োগ বিজ্ঞপ্তি	[212, 208, 486, 250]
qualification-line: কোনো স্বীকৃত বোর্ড হইতে অন্যূন দ্বিতীয় বিভাগ বা সমমানের জিপিএসহ মাধ্যমিক স্কুল সার্টিফিকেট বা সমমানের পরীক্ষায় উত্তীর্ণ।	[226, 1315, 659, 1339]
row-serial: ১৮.	[17, 1188, 51, 1219]
